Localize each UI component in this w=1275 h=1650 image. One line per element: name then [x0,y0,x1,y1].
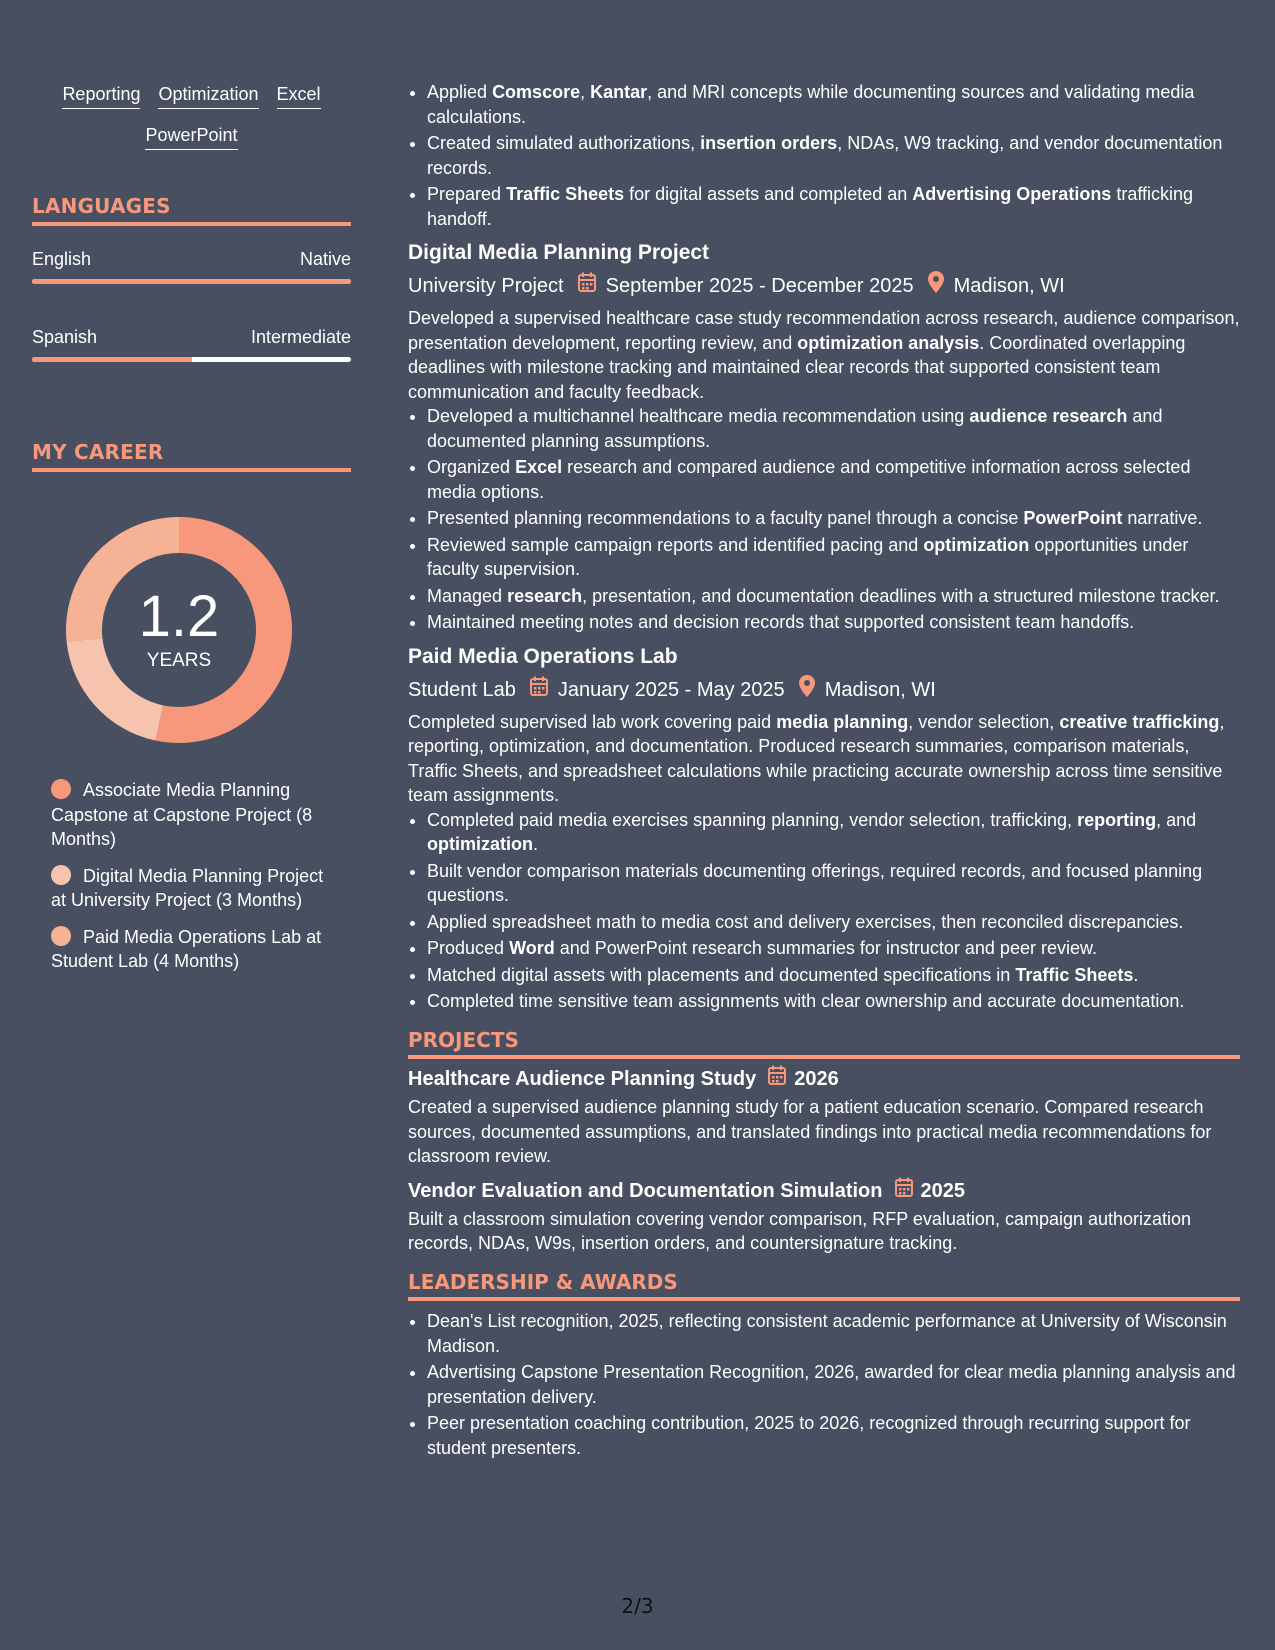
entry-location: Madison, WI [953,275,1065,297]
leadership-list [408,1309,1240,1460]
project-description: Created a supervised audience planning study for a patient education scenario. Compared research sources, documented assumptions, and translated findings into practical media recommendations for classroom review. [408,1097,1212,1166]
project-description: Built a classroom simulation covering vendor comparison, RFP evaluation, campaign authorization records, NDAs, W9s, insertion orders, and countersignature tracking. [408,1208,1192,1253]
career-years-number: 1.2 [138,584,220,649]
bullet-item: • Completed paid media exercises spanning planning, vendor selection, trafficking, reporting, and optimization. [427,808,1240,857]
experience-entry [408,239,1240,635]
entry-description: Completed supervised lab work covering paid media planning, vendor selection, creative trafficking, reporting, optimization, and documentation. Produced research summaries, comparison materials, Traffic Sheets, and spreadsheet calculations while practicing accurate ownership across time sensitive team assignments. [408,711,1225,805]
leadership-item: • Dean's List recognition, 2025, reflecting consistent academic performance at University of Wisconsin Madison. [427,1309,1240,1358]
bullet-item: • Created simulated authorizations, insertion orders, NDAs, W9 tracking, and vendor documentation records. [427,131,1240,180]
career-donut-chart [65,516,293,744]
career-heading: MY CAREER [32,440,351,472]
project-title-row [408,1065,1240,1093]
legend-dot-icon [51,779,71,799]
bullet-item: • Developed a multichannel healthcare media recommendation using audience research and documented planning assumptions. [427,404,1240,453]
career-legend-item: Paid Media Operations Lab at Student Lab (4 Months) [51,926,322,971]
language-level: Native [299,249,351,269]
entry-bullets [408,404,1240,635]
entry-meta [408,675,1240,705]
entry-description: Developed a supervised healthcare case study recommendation across research, audience comparison, presentation development, reporting review, and optimization analysis. Coordinated overlapping deadlines with milestone tracking and maintained clear records that supported consistent team communication and faculty feedback. [408,308,1240,402]
language-name: Spanish [32,327,98,347]
leadership-heading: LEADERSHIP & AWARDS [408,1270,1240,1302]
bullet-item: • Maintained meeting notes and decision records that supported consistent team handoffs. [427,610,1240,635]
career-legend-item: Digital Media Planning Project at University Project (3 Months) [51,865,324,910]
entry-title: Paid Media Operations Lab [408,644,678,668]
language-item [32,326,351,362]
project-title: Healthcare Audience Planning Study [408,1068,757,1090]
bullet-item: • Applied spreadsheet math to media cost and delivery exercises, then reconciled discrepancies. [427,910,1240,935]
entry-dates: January 2025 - May 2025 [557,678,785,701]
main-content [408,80,1240,1462]
career-legend [32,778,351,974]
leadership-item: • Advertising Capstone Presentation Recognition, 2026, awarded for clear media planning analysis and presentation delivery. [427,1360,1240,1409]
skill-tag: Optimization [158,82,258,109]
previous-entry-bullets [408,80,1240,231]
project-item [408,1177,1240,1256]
project-item [408,1065,1240,1169]
career-years-unit: YEARS [146,650,212,671]
skill-tag: PowerPoint [145,123,237,150]
experience-entry [408,643,1240,1014]
project-title-row [408,1177,1240,1205]
location-pin-icon [928,271,944,301]
language-level-bar [32,357,351,362]
calendar-icon [530,676,548,704]
languages-heading: LANGUAGES [32,194,351,226]
bullet-item: • Presented planning recommendations to a faculty panel through a concise PowerPoint narrative. [427,506,1240,531]
entry-location: Madison, WI [824,678,936,701]
project-year: 2025 [920,1179,965,1202]
page-number: 2/3 [621,1594,654,1618]
location-pin-icon [799,675,815,705]
project-year: 2026 [794,1068,839,1090]
entry-title: Digital Media Planning Project [408,241,710,264]
bullet-item: • Applied Comscore, Kantar, and MRI concepts while documenting sources and validating media calculations. [427,80,1240,129]
skill-tag: Reporting [62,82,140,109]
sidebar [32,82,351,986]
legend-dot-icon [51,926,71,946]
legend-dot-icon [51,865,71,885]
language-item [32,248,351,284]
entry-dates: September 2025 - December 2025 [605,275,914,297]
bullet-item: • Matched digital assets with placements and documented specifications in Traffic Sheets. [427,963,1240,988]
language-level-bar [32,279,351,284]
language-name: English [32,249,92,269]
entry-meta [408,271,1240,301]
bullet-item: • Completed time sensitive team assignments with clear ownership and accurate documentation. [427,989,1240,1014]
calendar-icon [578,272,596,300]
skills-list [32,82,351,150]
entry-bullets [408,808,1240,1014]
skill-tag: Excel [277,82,321,109]
bullet-item: • Prepared Traffic Sheets for digital assets and completed an Advertising Operations trafficking handoff. [427,182,1240,231]
career-legend-item: Associate Media Planning Capstone at Capstone Project (8 Months) [51,780,313,849]
language-level: Intermediate [250,327,351,347]
project-title: Vendor Evaluation and Documentation Simulation [408,1179,883,1202]
bullet-item: • Built vendor comparison materials documenting offerings, required records, and focused planning questions. [427,859,1240,908]
calendar-icon [895,1177,913,1205]
bullet-item: • Managed research, presentation, and documentation deadlines with a structured milestone tracker. [427,584,1240,609]
bullet-item: • Produced Word and PowerPoint research summaries for instructor and peer review. [427,936,1240,961]
entry-org: University Project [408,275,564,297]
projects-heading: PROJECTS [408,1028,1240,1060]
bullet-item: • Organized Excel research and compared audience and competitive information across selected media options. [427,455,1240,504]
bullet-item: • Reviewed sample campaign reports and identified pacing and optimization opportunities under faculty supervision. [427,533,1240,582]
calendar-icon [768,1065,786,1093]
entry-org: Student Lab [408,678,516,701]
leadership-item: • Peer presentation coaching contribution, 2025 to 2026, recognized through recurring support for student presenters. [427,1411,1240,1460]
